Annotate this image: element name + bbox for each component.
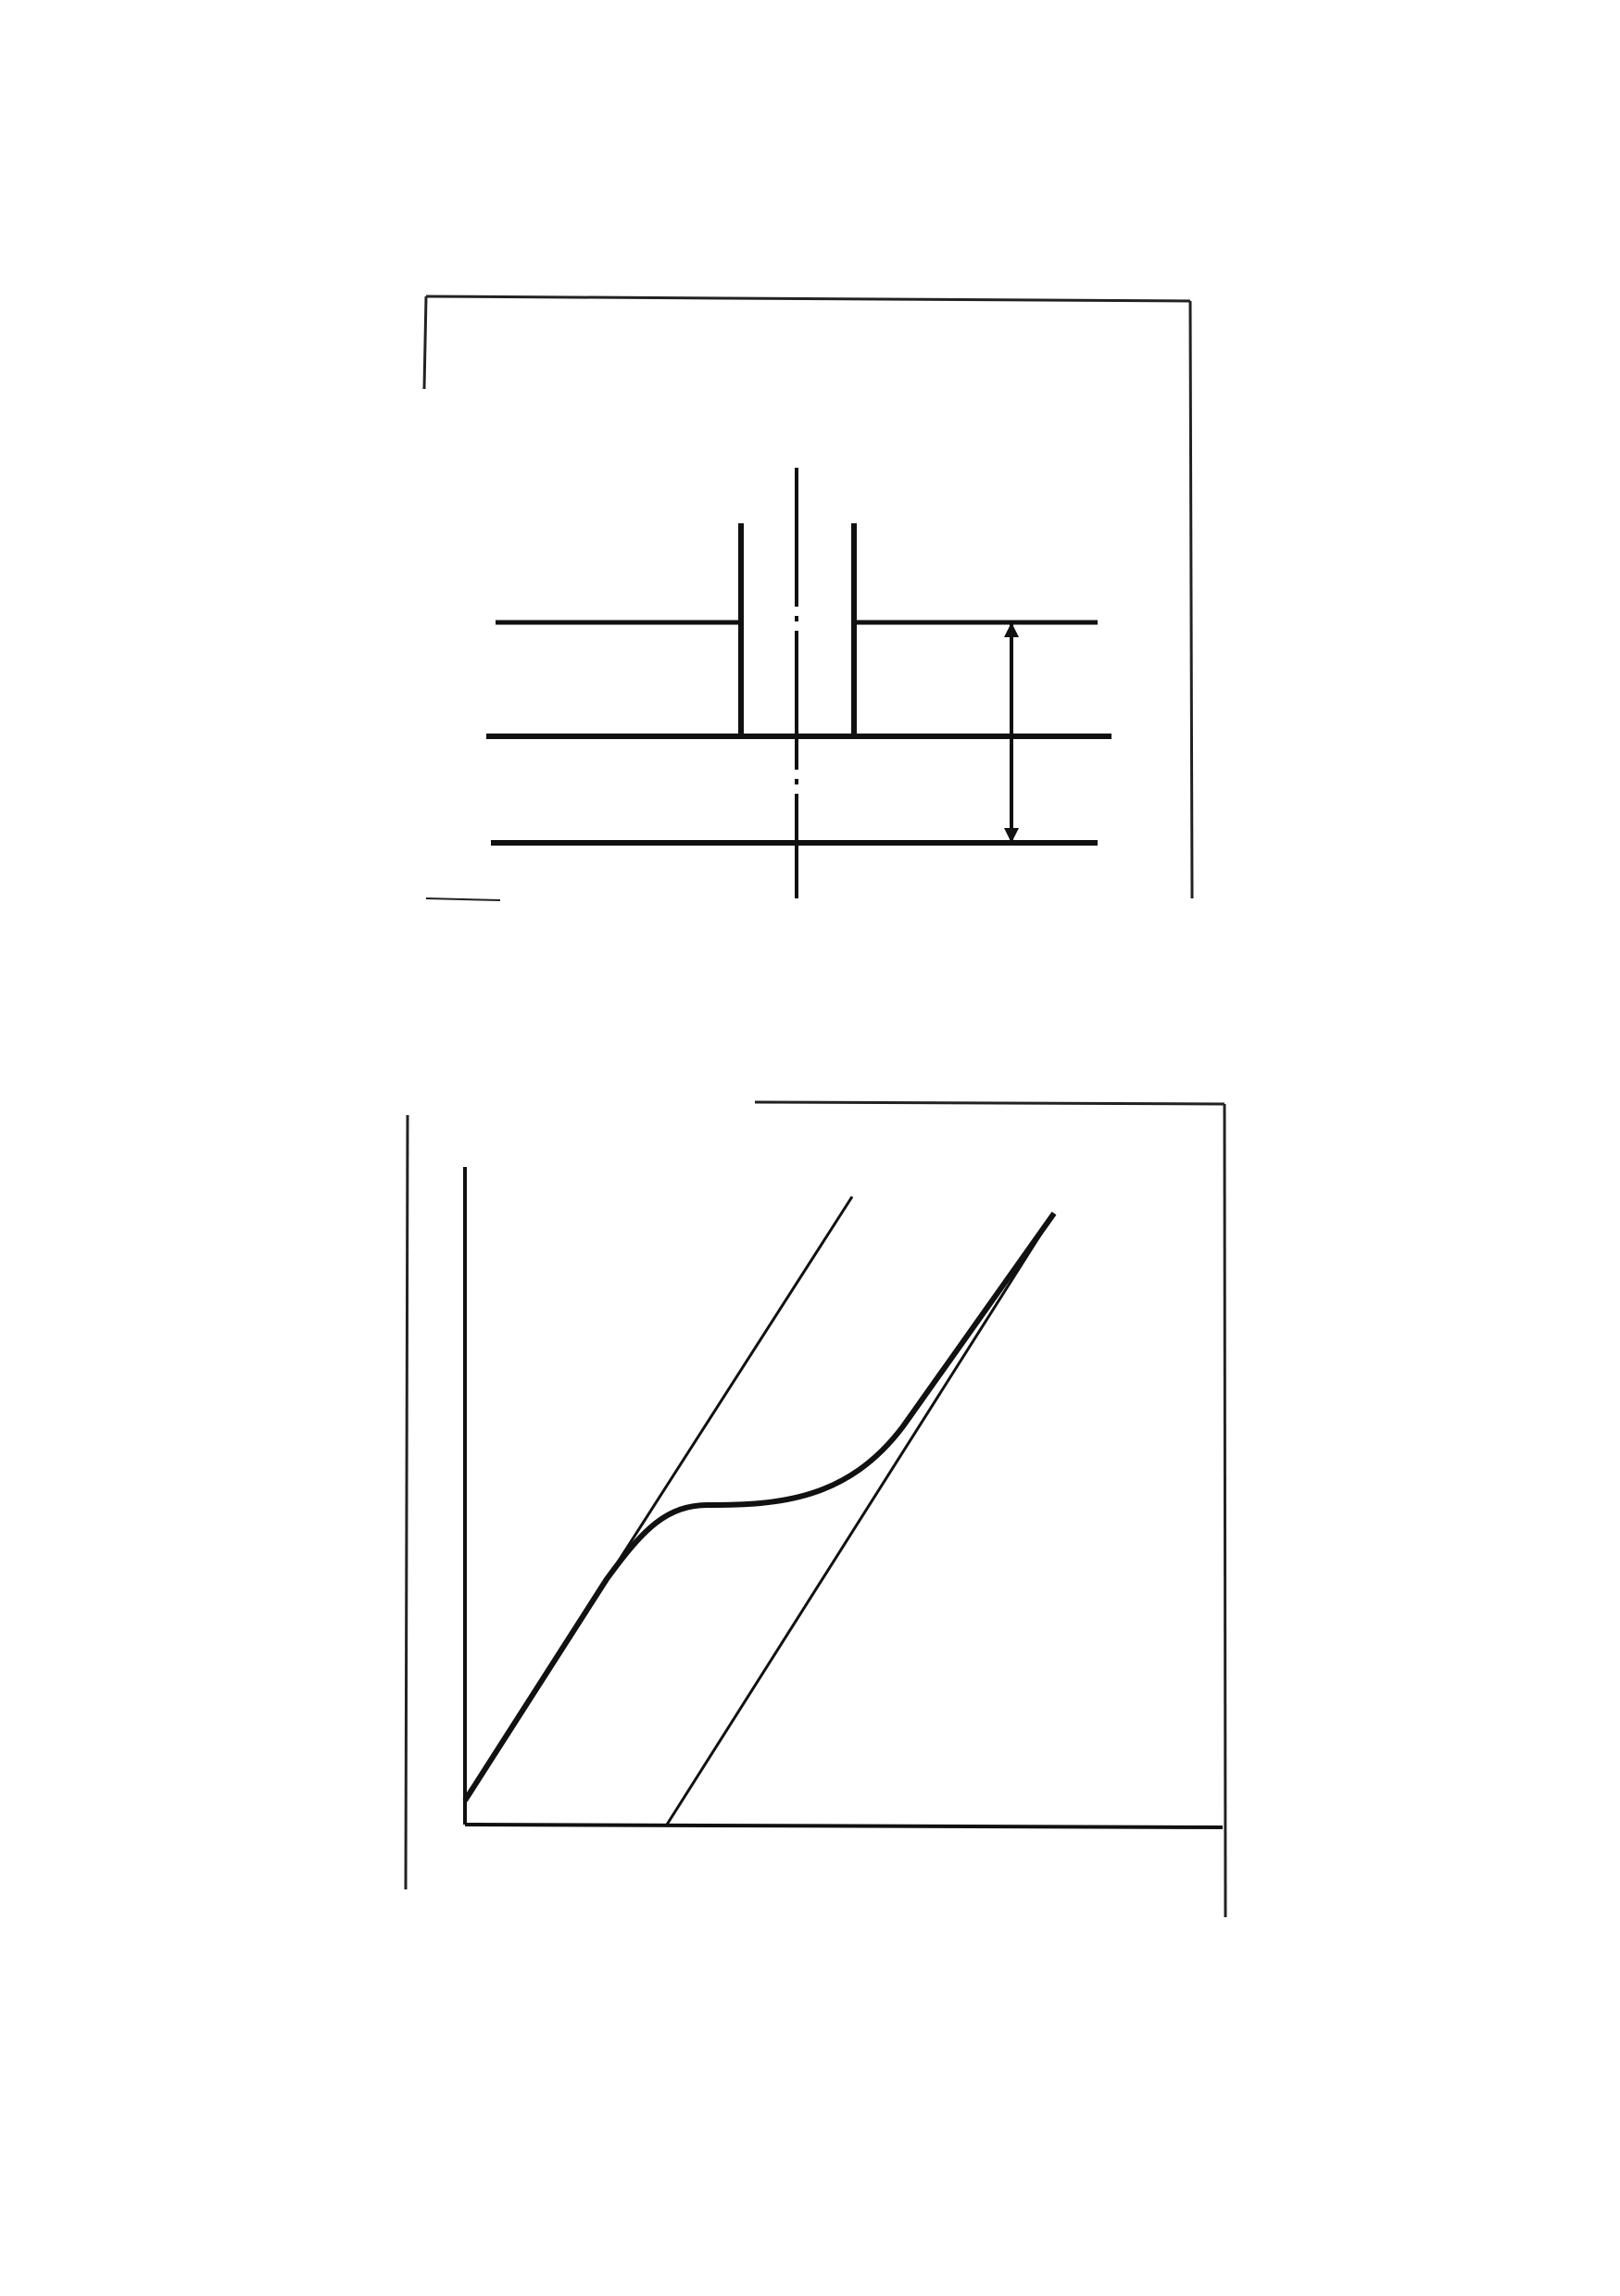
figure-213-caption: [350, 1959, 615, 2103]
pressure-buildup-chart: [389, 1093, 1241, 1926]
asymptote-line: [667, 1213, 1054, 1825]
figure-frame: [406, 1102, 1225, 1917]
x-axis: [465, 1825, 1223, 1827]
figure-frame: [424, 296, 1192, 900]
reservoir-schematic: [408, 287, 1213, 917]
pressure-curve: [465, 1213, 1054, 1800]
figure-212-caption: [333, 935, 612, 1032]
